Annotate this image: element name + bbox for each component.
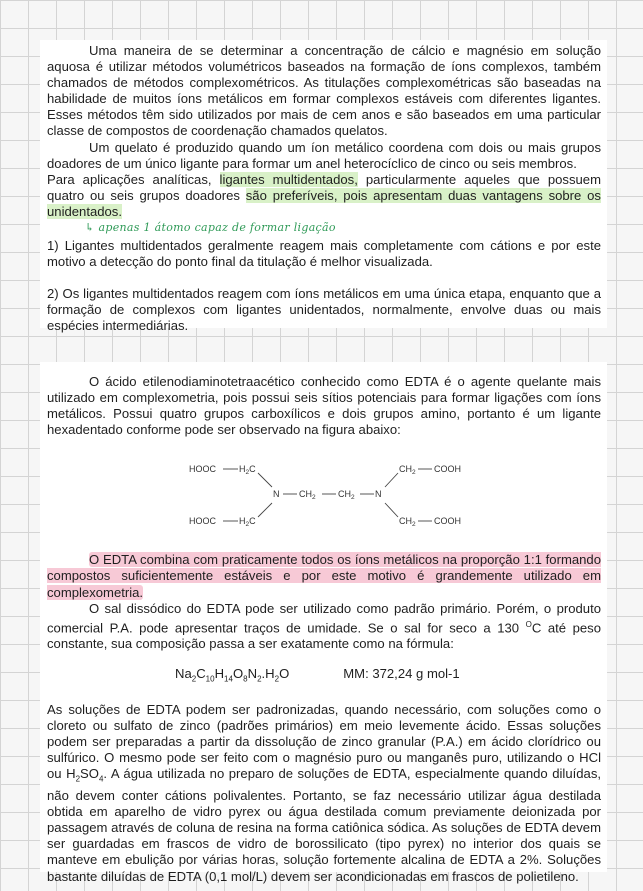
disodium-salt-paragraph: O sal dissódico do EDTA pode ser utilizado como padrão primário. Porém, o produto comercial P.A. pode apresentar traços de umidade. Se o sal for seco a 130 $^O$C até peso constante, sua composição passa a ser exatamente como na fórmula:	[47, 600, 601, 652]
advantage-item-1: 1) Ligantes multidentados geralmente reagem mais completamente com cátions e por este motivo a detecção do ponto final da titulação é melhor visualizada.	[47, 238, 601, 270]
edta-structure-figure	[40, 458, 607, 538]
edta-stoichiometry-paragraph	[47, 552, 601, 600]
hooc-top-label: HOOC	[189, 464, 216, 475]
cooh-bottom-label: COOH	[434, 516, 461, 527]
cooh-top-label: COOH	[434, 464, 461, 475]
hooc-bottom-label: HOOC	[189, 516, 216, 527]
intro-paragraph: Uma maneira de se determinar a concentração de cálcio e magnésio em solução aquosa é utilizar métodos volumétricos baseados na formação de íons complexos, também chamados de métodos complexométricos. As titulações complexométricas são baseadas na habilidade de muitos íons metálicos em formar complexos estáveis com diferentes ligantes. Esses métodos têm sido utilizados por mais de cem anos e são baseados em uma particular classe de compostos de coordenação chamados quelatos.	[47, 43, 601, 139]
handwritten-note: ↳ apenas 1 átomo capaz de formar ligação	[85, 221, 336, 235]
ch2-middle-1-label: $CH_2$	[299, 489, 316, 502]
molar-mass-label: MM: 372,24 g mol-1	[343, 666, 460, 682]
advantage-item-2: 2) Os ligantes multidentados reagem com íons metálicos em uma única etapa, enquanto que a formação de complexos com ligantes unidentados, normalmente, envolve duas ou mais espécies intermediárias.	[47, 286, 601, 334]
arrow-icon: ↳	[85, 221, 95, 235]
edta-formula: $Na_2C_{10}H_{14}O_8N_2.H_2O$ MM: 372,24 g mol-1	[175, 666, 460, 684]
standardization-paragraph: As soluções de EDTA podem ser padronizadas, quando necessário, com soluções como o cloreto ou sulfato de zinco (padrões primários) em meio levemente ácido. Essas soluções podem ser preparadas a partir da dissolução de zinco granular (P.A.) em ácido clorídrico ou sulfúrico. O mesmo pode ser feito com o magnésio puro ou manganês puro, utilizando o HCl ou $H_2SO_4$. A água utilizada no preparo de soluções de EDTA, especialmente quando diluídas, não devem conter cátions polivalentes. Portanto, se faz necessário utilizar água destilada obtida em aparelho de vidro pyrex ou água destilada comum previamente deionizada por passagem através de coluna de resina na forma catiônica sódica. As soluções de EDTA devem ser guardadas em frascos de vidro de borossilicato (tipo pyrex) no interior dos quais se manteve em ebulição por várias horas, solução fortemente alcalina de EDTA a 2%. Soluções bastante diluídas de EDTA (0,1 mol/L) devem ser acondicionadas em frascos de polietileno.	[47, 702, 601, 884]
ch2-top-left-label: $H_2C$	[239, 464, 256, 477]
nitrogen-left-label: N	[273, 489, 280, 500]
chelate-paragraph: Um quelato é produzido quando um íon metálico coordena com dois ou mais grupos doadores de um único ligante para formar um anel heterocíclico de cinco ou seis membros.	[47, 139, 601, 171]
highlight-advantages: são preferíveis, pois apresentam duas vantagens sobre os unidentados.	[47, 187, 601, 219]
nitrogen-right-label: N	[375, 489, 382, 500]
ch2-middle-2-label: $CH_2$	[338, 489, 355, 502]
ch2-bottom-right-label: $CH_2$	[399, 516, 416, 529]
multidentate-paragraph: Para aplicações analíticas, ligantes multidentados, particularmente aqueles que possuem quatro ou seis grupos doadores são preferíveis, pois apresentam duas vantagens sobre os unidentados.	[47, 171, 601, 219]
ch2-bottom-left-label: $H_2C$	[239, 516, 256, 529]
ch2-top-right-label: $CH_2$	[399, 464, 416, 477]
note-page-2	[40, 362, 607, 884]
highlight-stoichiometry: O EDTA combina com praticamente todos os íons metálicos na proporção 1:1 formando compostos suficientemente estáveis e por este motivo é grandemente utilizado em complexometria.	[47, 552, 601, 600]
highlight-multidentate: ligantes multidentados,	[219, 171, 358, 187]
note-page-1	[40, 40, 607, 334]
edta-intro-paragraph: O ácido etilenodiaminotetraacético conhecido como EDTA é o agente quelante mais utilizado em complexometria, pois possui seis sítios potenciais para formar ligações com íons metálicos. Possui quatro grupos carboxílicos e dois grupos amino, portanto é um ligante hexadentado conforme pode ser observado na figura abaixo:	[47, 374, 601, 438]
